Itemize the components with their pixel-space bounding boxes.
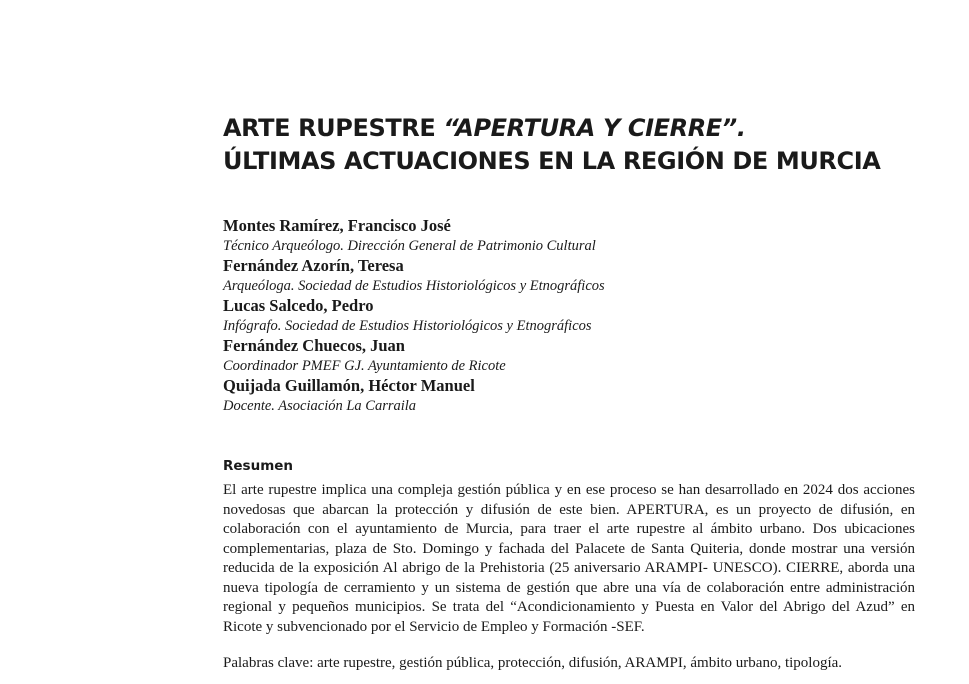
- author-entry: [223, 336, 915, 376]
- author-affiliation: Técnico Arqueólogo. Dirección General de Patrimonio Cultural: [223, 238, 596, 254]
- keywords: Palabras clave: arte rupestre, gestión pública, protección, difusión, ARAMPI, ámbito urbano, tipología.: [223, 655, 843, 671]
- abstract-heading: Resumen: [223, 458, 294, 474]
- author-name: Fernández Chuecos, Juan: [223, 336, 405, 355]
- article-first-page: [223, 0, 915, 684]
- title-line-1: [223, 112, 923, 145]
- author-entry: [223, 216, 915, 256]
- article-title: [223, 112, 923, 178]
- author-list: [223, 216, 915, 416]
- abstract-body: El arte rupestre implica una compleja gestión pública y en ese proceso se han desarrollado en 2024 dos acciones novedosas que abarcan la protección y difusión de este bien. APERTURA, es un proyecto de difusión, en colaboración con el ayuntamiento de Murcia, para traer el arte rupestre al ámbito urbano. Dos ubicaciones complementarias, plaza de Sto. Domingo y fachada del Palacete de Santa Quiteria, donde mostrar una versión reducida de la exposición Al abrigo de la Prehistoria (25 aniversario ARAMPI- UNESCO). CIERRE, aborda una nueva tipología de cerramiento y un sistema de gestión que abre una vía de colaboración entre administración regional y pequeños municipios. Se trata del “Acondicionamiento y Puesta en Valor del Abrigo del Azud” en Ricote y subvencionado por el Servicio de Empleo y Formación -SEF.: [223, 482, 915, 635]
- author-name: Lucas Salcedo, Pedro: [223, 296, 374, 315]
- author-entry: [223, 296, 915, 336]
- author-affiliation: Infógrafo. Sociedad de Estudios Historiológicos y Etnográficos: [223, 318, 592, 334]
- title-prefix: ARTE RUPESTRE: [223, 114, 444, 142]
- title-line-2: ÚLTIMAS ACTUACIONES EN LA REGIÓN DE MURCIA: [223, 147, 881, 175]
- author-entry: [223, 376, 915, 416]
- author-affiliation: Docente. Asociación La Carraila: [223, 398, 417, 414]
- author-name: Quijada Guillamón, Héctor Manuel: [223, 376, 475, 395]
- author-name: Fernández Azorín, Teresa: [223, 256, 404, 275]
- author-affiliation: Coordinador PMEF GJ. Ayuntamiento de Ricote: [223, 358, 506, 374]
- author-affiliation: Arqueóloga. Sociedad de Estudios Historiológicos y Etnográficos: [223, 278, 605, 294]
- author-name: Montes Ramírez, Francisco José: [223, 216, 451, 235]
- author-entry: [223, 256, 915, 296]
- title-italic-quote: “APERTURA Y CIERRE”.: [443, 114, 746, 142]
